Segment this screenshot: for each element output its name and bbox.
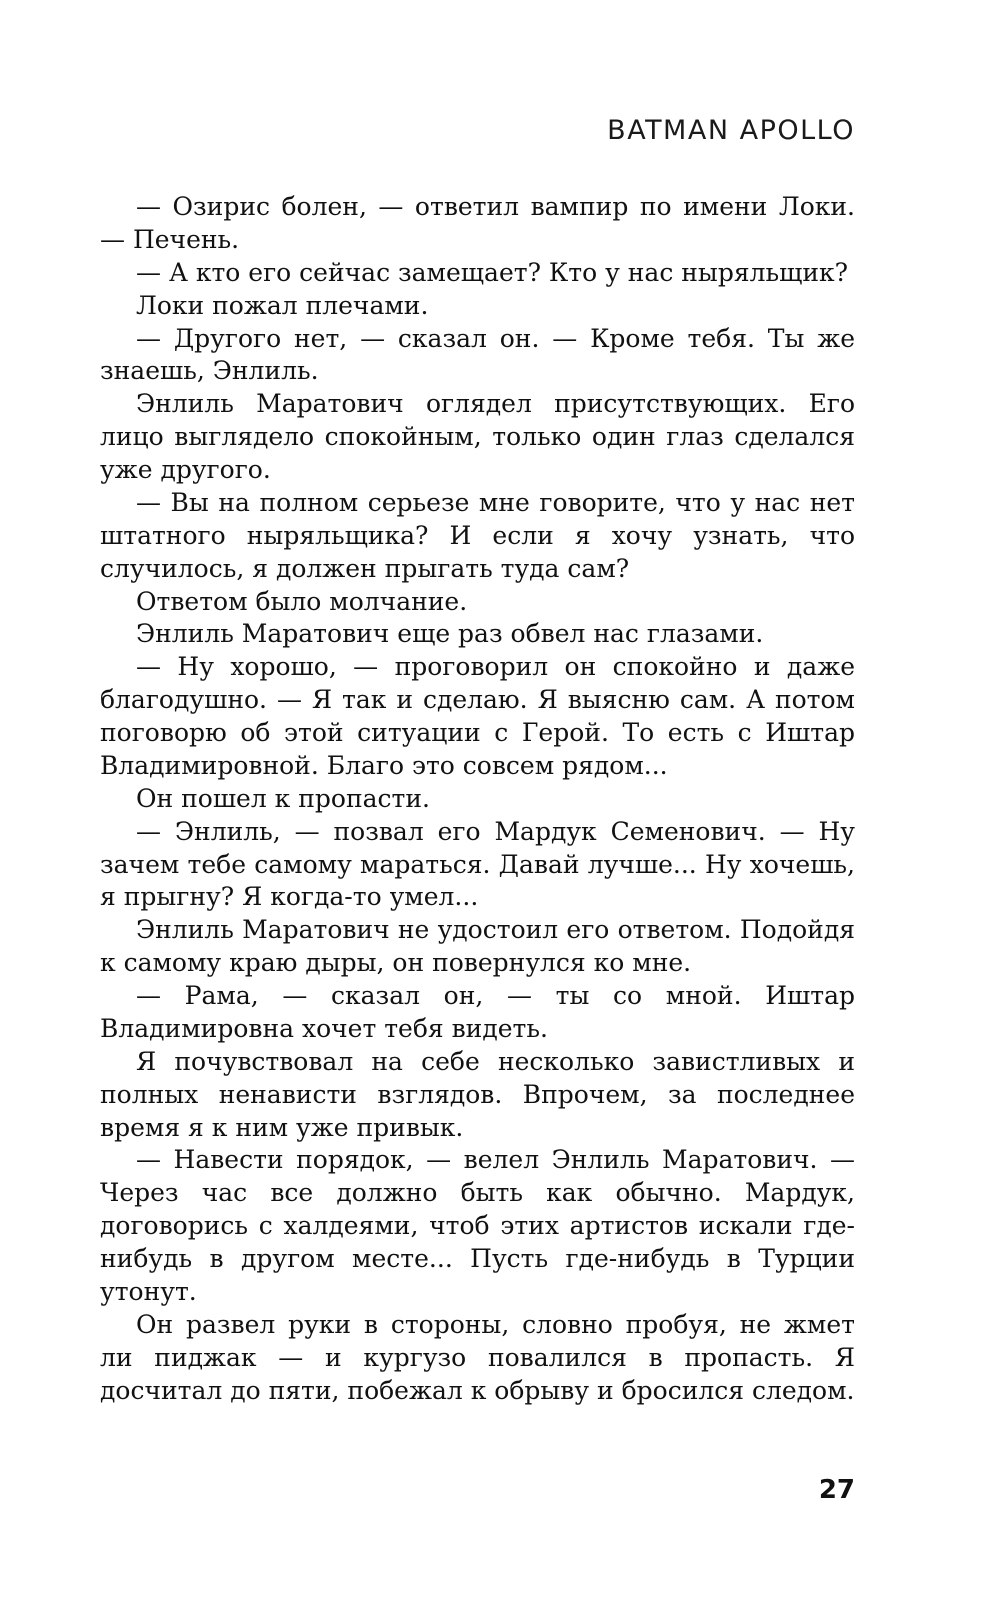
running-title: BATMAN APOLLO xyxy=(607,115,855,146)
paragraph: Энлиль Маратович не удостоил его ответом. Подойдя к самому краю дыры, он повернулся ко мне. xyxy=(100,915,855,978)
paragraph: — А кто его сейчас замещает? Кто у нас ныряльщик? xyxy=(136,257,849,287)
paragraph: Он пошел к пропасти. xyxy=(136,783,430,813)
paragraph: — Навести порядок, — велел Энлиль Маратович. — Через час все должно быть как обычно. Мардук, договорись с халдеями, чтоб этих артистов искали где-нибудь в другом месте... Пусть где-нибудь в Турции утонут. xyxy=(100,1145,855,1306)
paragraph: — Вы на полном серьезе мне говорите, что у нас нет штатного ныряльщика? И если я хочу узнать, что случилось, я должен прыгать туда сам? xyxy=(100,487,855,583)
paragraph: — Рама, — сказал он, — ты со мной. Иштар Владимировна хочет тебя видеть. xyxy=(100,981,855,1043)
paragraph: Энлиль Маратович еще раз обвел нас глазами. xyxy=(136,619,764,649)
paragraph: — Энлиль, — позвал его Мардук Семенович. — Ну зачем тебе самому мараться. Давай лучше... Ну хочешь, я прыгну? Я когда-то умел... xyxy=(100,816,855,912)
page-number: 27 xyxy=(818,1475,855,1505)
paragraph: — Ну хорошо, — проговорил он спокойно и даже благодушно. — Я так и сделаю. Я выясню сам. А потом поговорю об этой ситуации с Герой. То есть с Иштар Владимировной. Благо это совсем рядом... xyxy=(100,652,855,780)
paragraph: Локи пожал плечами. xyxy=(136,290,429,320)
paragraph: — Озирис болен, — ответил вампир по имени Локи. — Печень. xyxy=(100,192,855,254)
paragraph: Энлиль Маратович оглядел присутствующих. Его лицо выглядело спокойным, только один глаз сделался уже другого. xyxy=(100,389,855,484)
paragraph: Он развел руки в стороны, словно пробуя, не жмет ли пиджак — и кургузо повалился в пропасть. Я досчитал до пяти, побежал к обрыву и бросился следом. xyxy=(100,1309,855,1405)
paragraph: — Другого нет, — сказал он. — Кроме тебя. Ты же знаешь, Энлиль. xyxy=(100,323,855,386)
paragraph: Я почувствовал на себе несколько завистливых и полных ненависти взглядов. Впрочем, за последнее время я к ним уже привык. xyxy=(100,1046,855,1142)
paragraph: Ответом было молчание. xyxy=(136,586,468,616)
body-text xyxy=(100,191,855,1407)
